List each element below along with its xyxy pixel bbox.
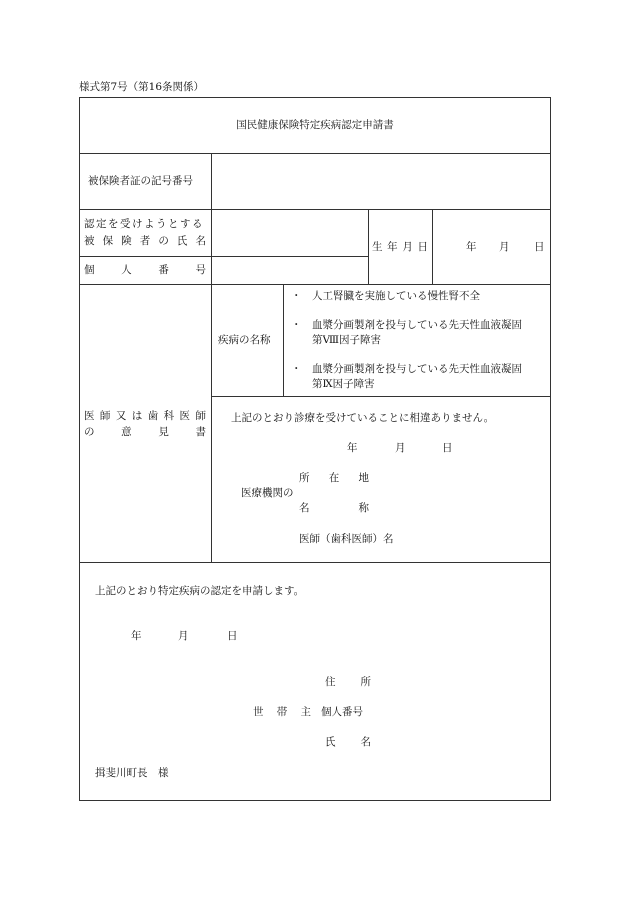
householder-label	[253, 707, 311, 718]
bullet: ・	[291, 363, 302, 375]
application-date-year: 年	[131, 630, 142, 642]
institution-name-label-text: 名 称	[299, 502, 369, 514]
divider	[283, 284, 284, 396]
applicant-name-field[interactable]	[212, 210, 367, 256]
divider	[368, 209, 369, 284]
institution-name-label	[299, 503, 369, 514]
divider	[211, 396, 551, 397]
divider	[79, 284, 551, 285]
doctor-date-year: 年	[347, 442, 358, 454]
birthdate-label-text: 生 年 月 日	[372, 241, 428, 253]
address-label-text: 住 所	[325, 676, 371, 688]
application-date-month: 月	[178, 630, 189, 642]
doctor-date-month: 月	[395, 442, 406, 454]
householder-name-label	[325, 737, 371, 748]
divider	[79, 562, 551, 563]
personal-number-field[interactable]	[212, 257, 367, 284]
personal-number-label-text: 個 人 番 号	[84, 264, 206, 276]
form-number-label: 様式第7号（第16条関係）	[79, 81, 205, 93]
birthdate-field[interactable]	[433, 210, 550, 283]
doctor-name-label: 医師（歯科医師）名	[299, 533, 394, 545]
applicant-name-label-line2	[84, 236, 206, 247]
disease-option-2-line1[interactable]: 血漿分画製剤を投与している先天性血液凝固	[312, 319, 522, 331]
opinion-section-label-line1	[84, 411, 206, 422]
insurance-card-number-field[interactable]	[212, 154, 550, 209]
personal-number-label	[84, 265, 206, 276]
doctor-statement: 上記のとおり診療を受けていることに相違ありません。	[231, 412, 495, 424]
birthdate-year: 年	[466, 241, 477, 253]
disease-option-3-line2[interactable]: 第Ⅸ因子障害	[312, 378, 375, 390]
householder-label-text: 世 帯 主	[253, 706, 311, 718]
opinion-section-label-text1: 医 師 又 は 歯 科 医 師	[84, 410, 206, 422]
form-title: 国民健康保険特定疾病認定申請書	[236, 119, 394, 131]
insurance-card-label: 被保険者証の記号番号	[88, 175, 193, 187]
disease-name-label: 疾病の名称	[218, 334, 271, 346]
opinion-section-label-line2	[84, 427, 206, 438]
opinion-section-label-text2: の 意 見 書	[84, 426, 206, 438]
applicant-name-label-line1: 認定を受けようとする	[84, 218, 204, 230]
birthdate-month: 月	[499, 241, 510, 253]
address-label	[325, 677, 371, 688]
application-date-day: 日	[227, 630, 238, 642]
bullet: ・	[291, 290, 302, 302]
birthdate-label	[372, 242, 428, 253]
addressee: 揖斐川町長 様	[95, 767, 169, 779]
application-statement: 上記のとおり特定疾病の認定を申請します。	[95, 585, 305, 597]
bullet: ・	[291, 319, 302, 331]
institution-location-label	[299, 473, 369, 484]
institution-location-label-text: 所 在 地	[299, 472, 369, 484]
householder-name-label-text: 氏 名	[325, 736, 371, 748]
institution-prefix-label: 医療機関の	[241, 487, 294, 499]
disease-option-3-line1[interactable]: 血漿分画製剤を投与している先天性血液凝固	[312, 363, 522, 375]
birthdate-day: 日	[534, 241, 545, 253]
applicant-name-label-text: 被 保 険 者 の 氏 名	[84, 235, 206, 247]
disease-option-1[interactable]: 人工腎臓を実施している慢性腎不全	[312, 290, 480, 302]
householder-personal-number-label: 個人番号	[321, 706, 363, 718]
doctor-date-day: 日	[442, 442, 453, 454]
disease-option-2-line2[interactable]: 第Ⅷ因子障害	[312, 334, 382, 346]
